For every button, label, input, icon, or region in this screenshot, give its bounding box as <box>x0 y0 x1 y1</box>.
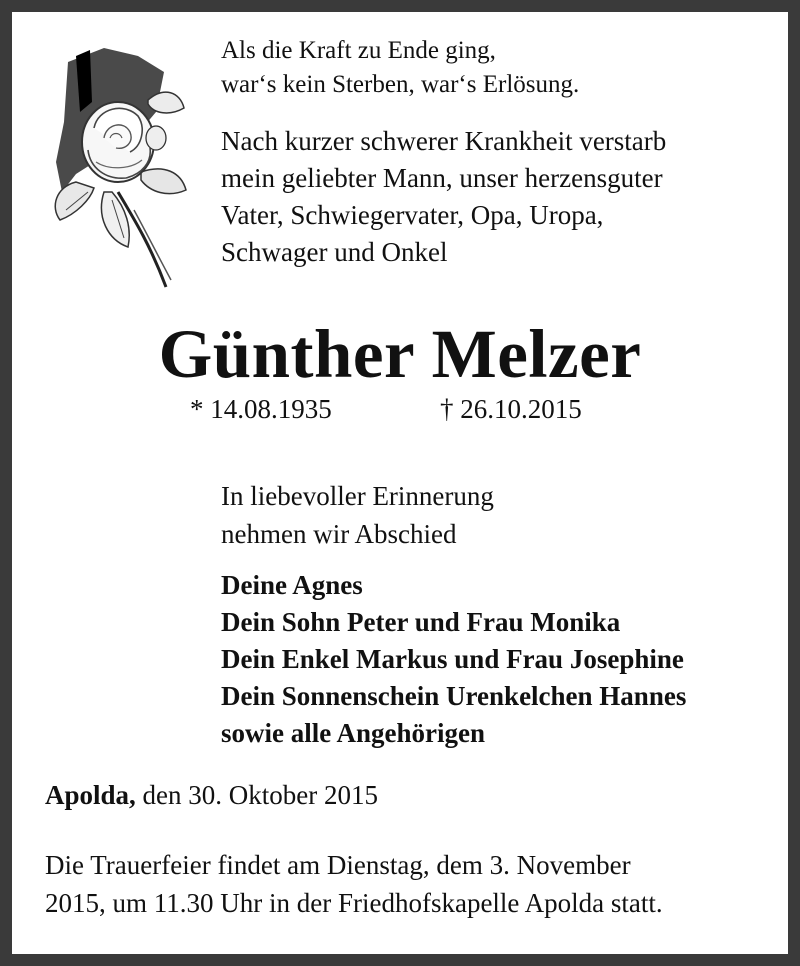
service-line: Die Trauerfeier findet am Dienstag, dem 3. November <box>45 850 631 880</box>
place-date <box>45 777 378 813</box>
remembrance-line: In liebevoller Erinnerung <box>221 481 494 511</box>
motto-line: war‘s kein Sterben, war‘s Erlösung. <box>221 71 580 98</box>
motto <box>221 34 579 102</box>
family-member: sowie alle Angehörigen <box>221 718 485 748</box>
family-member: Dein Enkel Markus und Frau Josephine <box>221 644 684 674</box>
intro-line: Schwager und Onkel <box>221 237 448 267</box>
family-list <box>221 567 686 752</box>
family-member: Deine Agnes <box>221 570 363 600</box>
obituary-card <box>12 12 788 954</box>
intro-text <box>221 123 666 271</box>
intro-line: Nach kurzer schwerer Krankheit verstarb <box>221 126 667 156</box>
death-date: † 26.10.2015 <box>440 394 582 424</box>
service-info <box>45 846 663 922</box>
remembrance-text <box>221 477 494 553</box>
motto-line: Als die Kraft zu Ende ging, <box>221 37 496 64</box>
birth-date: * 14.08.1935 <box>190 394 332 424</box>
service-line: 2015, um 11.30 Uhr in der Friedhofskapelle Apolda statt. <box>45 888 663 918</box>
remembrance-line: nehmen wir Abschied <box>221 519 457 549</box>
rose-icon <box>46 42 196 290</box>
intro-line: mein geliebter Mann, unser herzensguter <box>221 163 663 193</box>
family-member: Dein Sonnenschein Urenkelchen Hannes <box>221 681 687 711</box>
date: den 30. Oktober 2015 <box>135 780 379 810</box>
intro-line: Vater, Schwiegervater, Opa, Uropa, <box>221 200 604 230</box>
place: Apolda, <box>45 780 136 810</box>
family-member: Dein Sohn Peter und Frau Monika <box>221 607 621 637</box>
deceased-name: Günther Melzer <box>158 316 642 392</box>
